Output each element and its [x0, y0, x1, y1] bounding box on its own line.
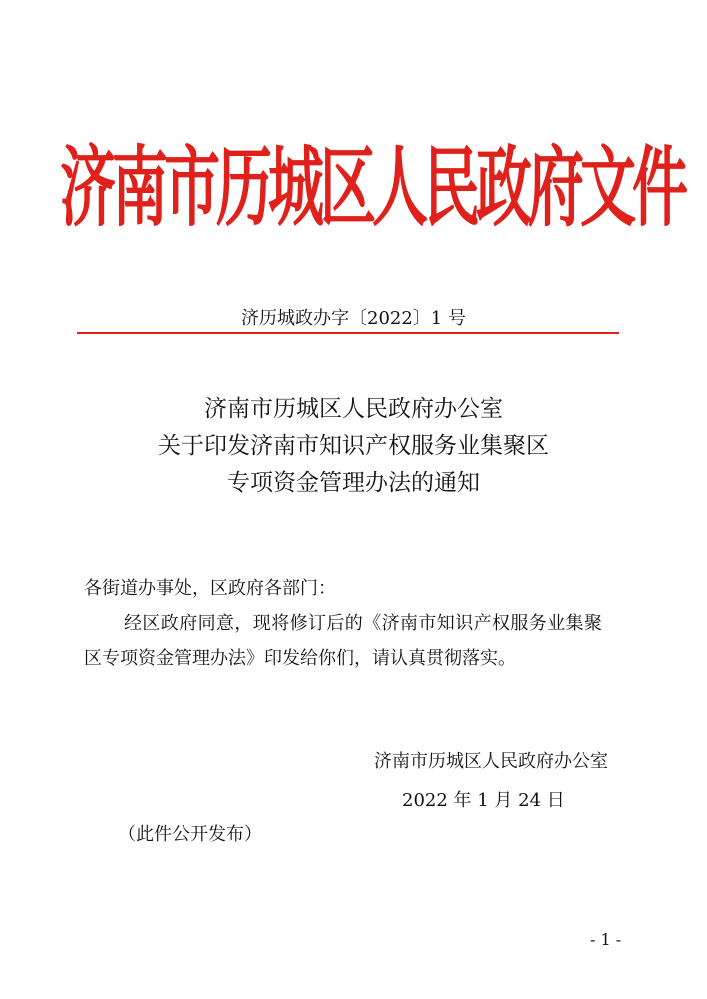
salutation: 各街道办事处，区政府各部门：: [84, 578, 336, 599]
issue-date: 2022 年 1 月 24 日: [402, 790, 565, 811]
title-line-2: 关于印发济南市知识产权服务业集聚区: [158, 433, 549, 459]
body-line-1: 经区政府同意，现将修订后的《济南市知识产权服务业集聚: [124, 613, 603, 634]
publication-note: （此件公开发布）: [118, 824, 262, 845]
red-divider-line: [77, 332, 619, 334]
body-line-2: 区专项资金管理办法》印发给你们，请认真贯彻落实。: [84, 648, 516, 669]
document-masthead: 济南市历城区人民政府文件: [60, 138, 684, 240]
document-number: 济历城政办字〔2022〕1 号: [241, 308, 466, 329]
title-line-1: 济南市历城区人民政府办公室: [204, 396, 503, 422]
issuing-office-signature: 济南市历城区人民政府办公室: [374, 751, 608, 772]
title-line-3: 专项资金管理办法的通知: [227, 470, 480, 496]
page-number: - 1 -: [590, 930, 622, 949]
